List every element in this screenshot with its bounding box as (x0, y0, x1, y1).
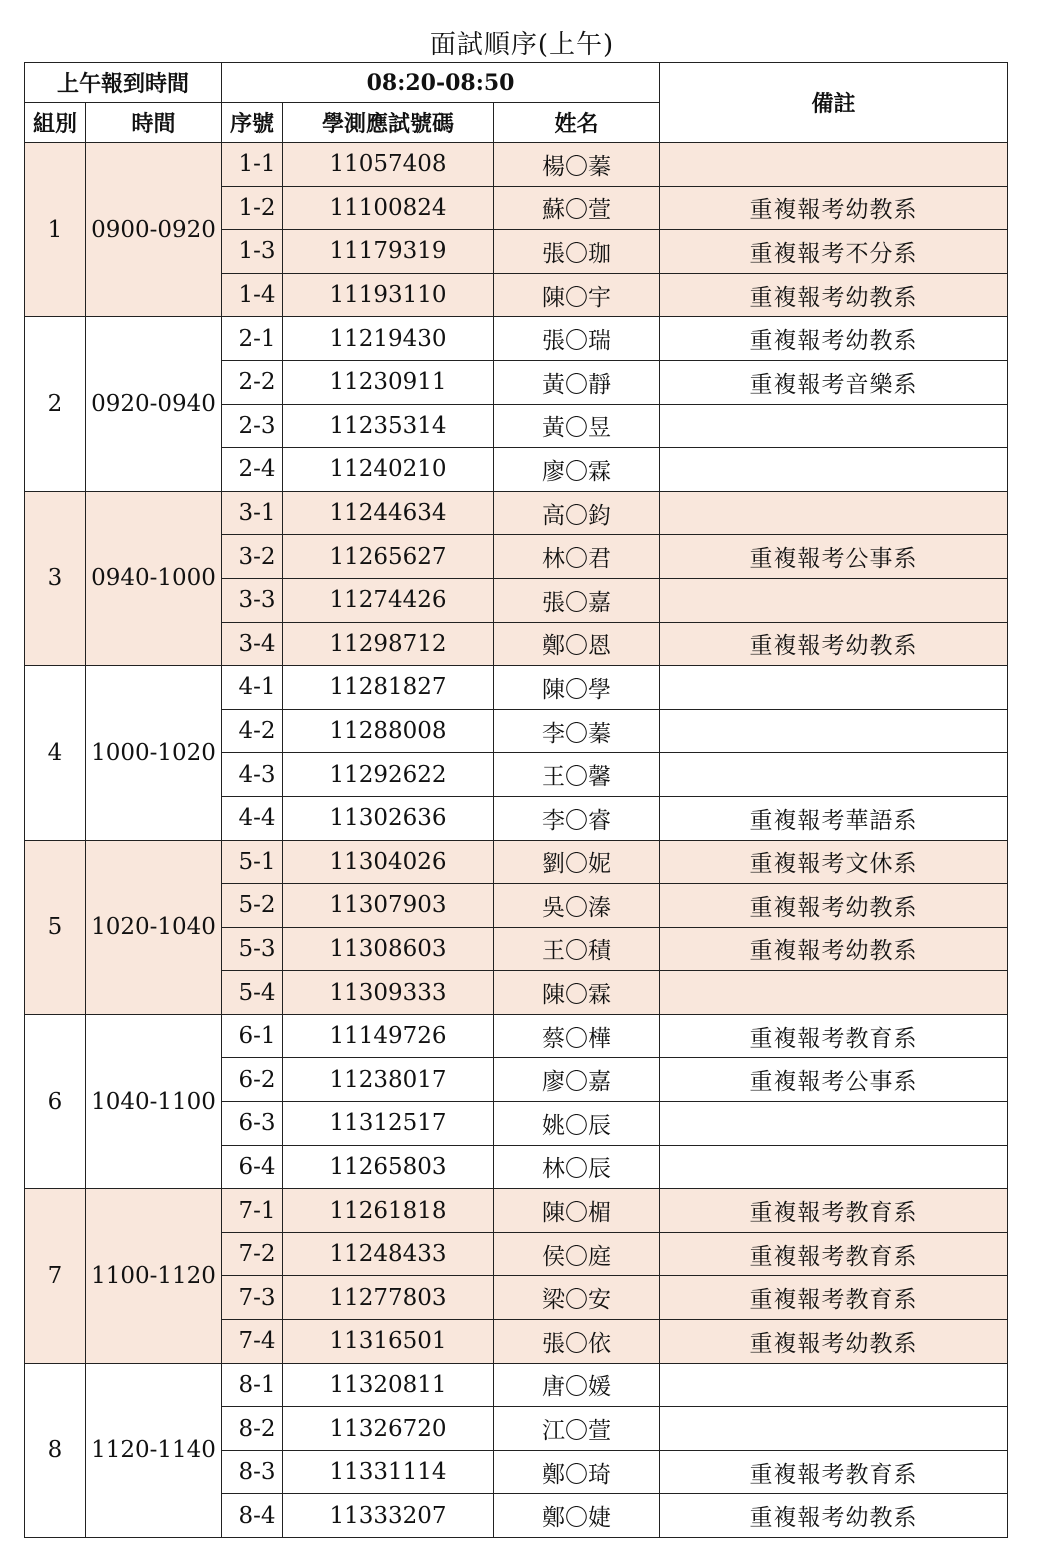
student-name: 鄭〇琦 (494, 1450, 660, 1494)
remark (660, 491, 1008, 535)
seq-number: 2-4 (222, 448, 283, 492)
group-number: 8 (25, 1363, 86, 1537)
seq-number: 1-2 (222, 186, 283, 230)
student-name: 唐〇媛 (494, 1363, 660, 1407)
exam-number: 11261818 (283, 1189, 494, 1233)
student-name: 黃〇靜 (494, 360, 660, 404)
remark (660, 448, 1008, 492)
group-number: 1 (25, 143, 86, 317)
student-name: 張〇依 (494, 1320, 660, 1364)
student-name: 黃〇昱 (494, 404, 660, 448)
student-name: 鄭〇婕 (494, 1494, 660, 1538)
exam-number: 11302636 (283, 796, 494, 840)
student-name: 江〇萱 (494, 1407, 660, 1451)
remark: 重複報考公事系 (660, 1058, 1008, 1102)
remark: 重複報考幼教系 (660, 1320, 1008, 1364)
exam-number: 11274426 (283, 578, 494, 622)
seq-number: 6-2 (222, 1058, 283, 1102)
seq-number: 7-1 (222, 1189, 283, 1233)
remark (660, 1145, 1008, 1189)
student-name: 張〇嘉 (494, 578, 660, 622)
seq-number: 3-2 (222, 535, 283, 579)
exam-number: 11277803 (283, 1276, 494, 1320)
remark: 重複報考幼教系 (660, 622, 1008, 666)
remark: 重複報考幼教系 (660, 186, 1008, 230)
remark (660, 971, 1008, 1015)
exam-number: 11240210 (283, 448, 494, 492)
student-name: 張〇瑞 (494, 317, 660, 361)
student-name: 林〇辰 (494, 1145, 660, 1189)
student-name: 陳〇學 (494, 666, 660, 710)
group-time: 0920-0940 (86, 317, 222, 491)
exam-number: 11298712 (283, 622, 494, 666)
seq-number: 2-2 (222, 360, 283, 404)
remark (660, 578, 1008, 622)
exam-number: 11288008 (283, 709, 494, 753)
seq-number: 6-3 (222, 1102, 283, 1146)
col-header-seq: 序號 (222, 103, 283, 143)
col-header-exam-no: 學測應試號碼 (283, 103, 494, 143)
exam-number: 11100824 (283, 186, 494, 230)
group-time: 0900-0920 (86, 143, 222, 317)
group-number: 4 (25, 666, 86, 840)
seq-number: 3-1 (222, 491, 283, 535)
student-name: 侯〇庭 (494, 1232, 660, 1276)
student-name: 李〇睿 (494, 796, 660, 840)
exam-number: 11304026 (283, 840, 494, 884)
seq-number: 7-3 (222, 1276, 283, 1320)
student-name: 鄭〇恩 (494, 622, 660, 666)
seq-number: 7-2 (222, 1232, 283, 1276)
exam-number: 11292622 (283, 753, 494, 797)
remark: 重複報考幼教系 (660, 927, 1008, 971)
exam-number: 11248433 (283, 1232, 494, 1276)
student-name: 劉〇妮 (494, 840, 660, 884)
exam-number: 11333207 (283, 1494, 494, 1538)
remark: 重複報考教育系 (660, 1450, 1008, 1494)
report-time-label: 上午報到時間 (25, 63, 222, 103)
remark (660, 753, 1008, 797)
exam-number: 11219430 (283, 317, 494, 361)
col-header-group: 組別 (25, 103, 86, 143)
exam-number: 11149726 (283, 1014, 494, 1058)
seq-number: 5-2 (222, 884, 283, 928)
student-name: 廖〇嘉 (494, 1058, 660, 1102)
seq-number: 5-3 (222, 927, 283, 971)
exam-number: 11193110 (283, 273, 494, 317)
student-name: 王〇積 (494, 927, 660, 971)
seq-number: 4-4 (222, 796, 283, 840)
remark: 重複報考幼教系 (660, 317, 1008, 361)
exam-number: 11326720 (283, 1407, 494, 1451)
student-name: 陳〇霖 (494, 971, 660, 1015)
remark: 重複報考文休系 (660, 840, 1008, 884)
exam-number: 11265627 (283, 535, 494, 579)
remark: 重複報考幼教系 (660, 1494, 1008, 1538)
report-time-value: 08:20-08:50 (222, 63, 660, 103)
header-row-1 (25, 63, 1008, 103)
remark: 重複報考幼教系 (660, 273, 1008, 317)
exam-number: 11312517 (283, 1102, 494, 1146)
group-number: 7 (25, 1189, 86, 1363)
seq-number: 6-1 (222, 1014, 283, 1058)
remark (660, 1407, 1008, 1451)
student-name: 張〇珈 (494, 230, 660, 274)
exam-number: 11307903 (283, 884, 494, 928)
student-name: 林〇君 (494, 535, 660, 579)
student-name: 姚〇辰 (494, 1102, 660, 1146)
exam-number: 11265803 (283, 1145, 494, 1189)
group-time: 1100-1120 (86, 1189, 222, 1363)
group-time: 1120-1140 (86, 1363, 222, 1537)
seq-number: 8-2 (222, 1407, 283, 1451)
table-row (25, 666, 1008, 710)
remark: 重複報考公事系 (660, 535, 1008, 579)
remark: 重複報考幼教系 (660, 884, 1008, 928)
table-row (25, 143, 1008, 187)
remark (660, 1102, 1008, 1146)
group-time: 1040-1100 (86, 1014, 222, 1188)
seq-number: 7-4 (222, 1320, 283, 1364)
remark (660, 1363, 1008, 1407)
exam-number: 11308603 (283, 927, 494, 971)
exam-number: 11244634 (283, 491, 494, 535)
seq-number: 8-3 (222, 1450, 283, 1494)
group-number: 5 (25, 840, 86, 1014)
student-name: 陳〇宇 (494, 273, 660, 317)
seq-number: 4-3 (222, 753, 283, 797)
seq-number: 5-1 (222, 840, 283, 884)
remark (660, 709, 1008, 753)
table-row (25, 317, 1008, 361)
remark-header: 備註 (660, 63, 1008, 143)
exam-number: 11179319 (283, 230, 494, 274)
student-name: 梁〇安 (494, 1276, 660, 1320)
exam-number: 11331114 (283, 1450, 494, 1494)
remark: 重複報考不分系 (660, 230, 1008, 274)
student-name: 楊〇蓁 (494, 143, 660, 187)
group-number: 6 (25, 1014, 86, 1188)
group-number: 3 (25, 491, 86, 665)
remark (660, 404, 1008, 448)
group-time: 0940-1000 (86, 491, 222, 665)
remark: 重複報考教育系 (660, 1014, 1008, 1058)
seq-number: 6-4 (222, 1145, 283, 1189)
seq-number: 3-3 (222, 578, 283, 622)
student-name: 蔡〇樺 (494, 1014, 660, 1058)
exam-number: 11057408 (283, 143, 494, 187)
page-title: 面試順序(上午) (429, 30, 615, 60)
table-row (25, 1014, 1008, 1058)
remark: 重複報考音樂系 (660, 360, 1008, 404)
interview-schedule-table (24, 62, 1008, 1538)
seq-number: 4-2 (222, 709, 283, 753)
remark: 重複報考教育系 (660, 1276, 1008, 1320)
seq-number: 2-3 (222, 404, 283, 448)
seq-number: 2-1 (222, 317, 283, 361)
exam-number: 11281827 (283, 666, 494, 710)
student-name: 李〇蓁 (494, 709, 660, 753)
seq-number: 8-4 (222, 1494, 283, 1538)
seq-number: 1-4 (222, 273, 283, 317)
table-row (25, 491, 1008, 535)
exam-number: 11309333 (283, 971, 494, 1015)
seq-number: 5-4 (222, 971, 283, 1015)
student-name: 陳〇楣 (494, 1189, 660, 1233)
seq-number: 3-4 (222, 622, 283, 666)
group-time: 1020-1040 (86, 840, 222, 1014)
remark (660, 143, 1008, 187)
student-name: 高〇鈞 (494, 491, 660, 535)
group-number: 2 (25, 317, 86, 491)
exam-number: 11238017 (283, 1058, 494, 1102)
remark (660, 666, 1008, 710)
student-name: 廖〇霖 (494, 448, 660, 492)
table-row (25, 1189, 1008, 1233)
remark: 重複報考華語系 (660, 796, 1008, 840)
exam-number: 11230911 (283, 360, 494, 404)
exam-number: 11316501 (283, 1320, 494, 1364)
seq-number: 8-1 (222, 1363, 283, 1407)
exam-number: 11320811 (283, 1363, 494, 1407)
student-name: 蘇〇萱 (494, 186, 660, 230)
col-header-time: 時間 (86, 103, 222, 143)
table-row (25, 1363, 1008, 1407)
student-name: 王〇馨 (494, 753, 660, 797)
seq-number: 4-1 (222, 666, 283, 710)
remark: 重複報考教育系 (660, 1232, 1008, 1276)
seq-number: 1-3 (222, 230, 283, 274)
student-name: 吳〇溱 (494, 884, 660, 928)
group-time: 1000-1020 (86, 666, 222, 840)
table-row (25, 840, 1008, 884)
seq-number: 1-1 (222, 143, 283, 187)
remark: 重複報考教育系 (660, 1189, 1008, 1233)
exam-number: 11235314 (283, 404, 494, 448)
col-header-name: 姓名 (494, 103, 660, 143)
schedule-body (25, 63, 1008, 1538)
